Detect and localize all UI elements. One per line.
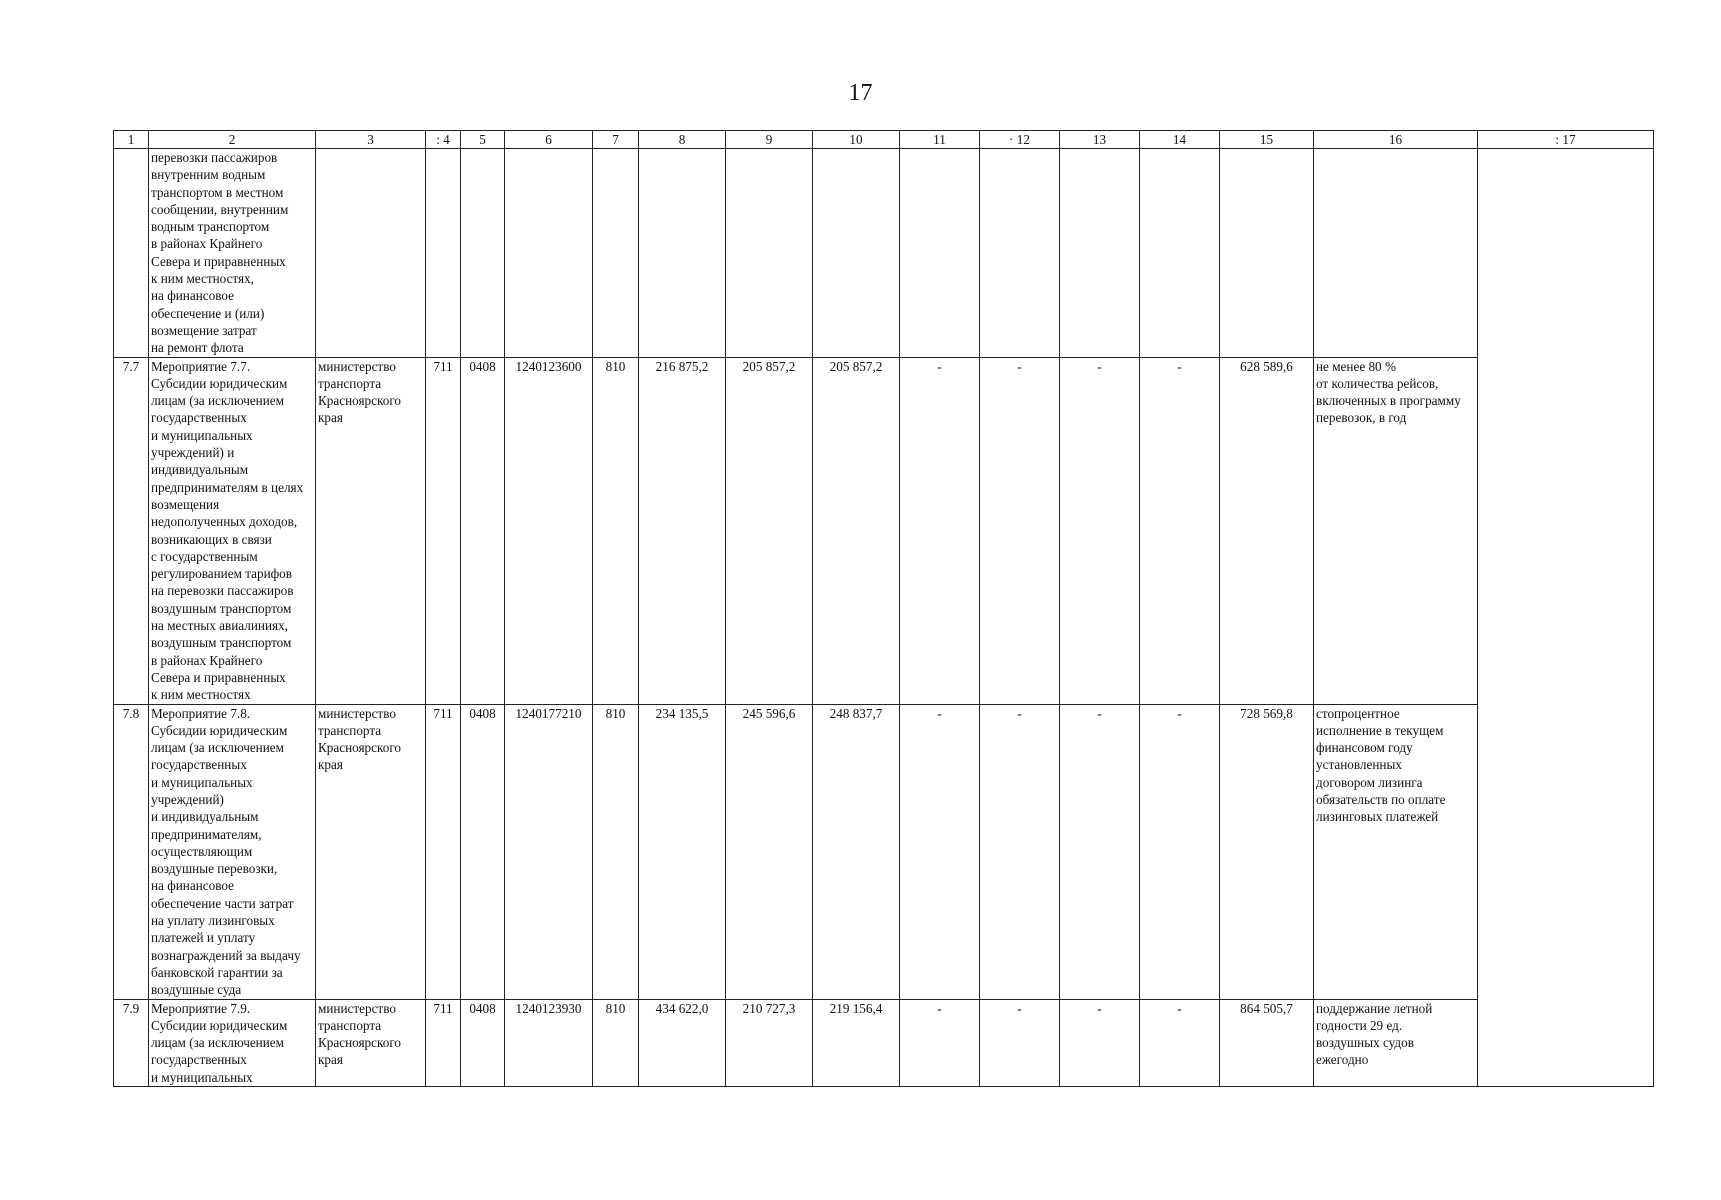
row-number: 7.7: [114, 357, 149, 704]
amount-col-11: -: [900, 704, 980, 999]
header-cell: : 4: [426, 131, 461, 149]
amount-year-3: [813, 149, 900, 358]
responsible-executor: министерство транспорта Красноярского края: [316, 704, 426, 999]
header-cell: 10: [813, 131, 900, 149]
amount-total: [1220, 149, 1314, 358]
table-row: [114, 357, 1654, 704]
responsible-executor: министерство транспорта Красноярского края: [316, 999, 426, 1086]
amount-col-12: -: [980, 704, 1060, 999]
amount-col-13: [1060, 149, 1140, 358]
amount-year-1: 216 875,2: [639, 357, 726, 704]
expected-result: поддержание летной годности 29 ед. воздушных судов ежегодно: [1314, 999, 1478, 1086]
amount-col-13: -: [1060, 704, 1140, 999]
amount-col-12: -: [980, 357, 1060, 704]
section-code: [461, 149, 505, 358]
expense-type-code: 810: [593, 999, 639, 1086]
row-number: [114, 149, 149, 358]
target-article-code: [505, 149, 593, 358]
program-measures-table: [113, 130, 1654, 1087]
grbs-code: 711: [426, 357, 461, 704]
amount-col-11: [900, 149, 980, 358]
header-cell: 8: [639, 131, 726, 149]
measure-description: Мероприятие 7.9. Субсидии юридическим лицам (за исключением государственных и муниципальных: [149, 999, 316, 1086]
amount-year-3: 219 156,4: [813, 999, 900, 1086]
header-cell: 14: [1140, 131, 1220, 149]
amount-year-2: 205 857,2: [726, 357, 813, 704]
expense-type-code: 810: [593, 357, 639, 704]
amount-col-14: [1140, 149, 1220, 358]
amount-total: 728 569,8: [1220, 704, 1314, 999]
header-cell: 15: [1220, 131, 1314, 149]
expected-result: стопроцентное исполнение в текущем финансовом году установленных договором лизинга обязательств по оплате лизинговых платежей: [1314, 704, 1478, 999]
header-cell: 9: [726, 131, 813, 149]
column-number-row: [114, 131, 1654, 149]
responsible-executor: министерство транспорта Красноярского края: [316, 357, 426, 704]
target-article-code: 1240123600: [505, 357, 593, 704]
header-cell: 5: [461, 131, 505, 149]
header-cell: 13: [1060, 131, 1140, 149]
table-row: [114, 704, 1654, 999]
amount-year-3: 205 857,2: [813, 357, 900, 704]
amount-col-14: -: [1140, 999, 1220, 1086]
grbs-code: [426, 149, 461, 358]
row-number: 7.9: [114, 999, 149, 1086]
amount-col-14: -: [1140, 357, 1220, 704]
header-cell: 7: [593, 131, 639, 149]
amount-year-1: 234 135,5: [639, 704, 726, 999]
expected-result: [1314, 149, 1478, 358]
amount-col-11: -: [900, 999, 980, 1086]
amount-col-13: -: [1060, 999, 1140, 1086]
amount-year-2: [726, 149, 813, 358]
expense-type-code: [593, 149, 639, 358]
header-cell: 2: [149, 131, 316, 149]
amount-col-11: -: [900, 357, 980, 704]
header-cell: 16: [1314, 131, 1478, 149]
table-row: [114, 999, 1654, 1086]
amount-col-12: -: [980, 999, 1060, 1086]
header-cell: 3: [316, 131, 426, 149]
target-article-code: 1240123930: [505, 999, 593, 1086]
table-row: [114, 149, 1654, 358]
amount-year-1: 434 622,0: [639, 999, 726, 1086]
header-cell: : 17: [1478, 131, 1654, 149]
header-cell: 1: [114, 131, 149, 149]
measure-description: Мероприятие 7.7. Субсидии юридическим лицам (за исключением государственных и муниципальных учреждений) и индивидуальным предпринимателям в целях возмещения недополученных доходов, возникающих в связи с государственным регулированием тарифов на перевозки пассажиров воздушным транспортом на местных авиалиниях, воздушным транспортом в районах Крайнего Севера и приравненных к ним местностях: [149, 357, 316, 704]
amount-year-3: 248 837,7: [813, 704, 900, 999]
header-cell: 11: [900, 131, 980, 149]
expected-result: не менее 80 % от количества рейсов, включенных в программу перевозок, в год: [1314, 357, 1478, 704]
expense-type-code: 810: [593, 704, 639, 999]
header-cell: · 12: [980, 131, 1060, 149]
measure-description: Мероприятие 7.8. Субсидии юридическим лицам (за исключением государственных и муниципальных учреждений) и индивидуальным предпринимателям, осуществляющим воздушные перевозки, на финансовое обеспечение части затрат на уплату лизинговых платежей и уплату вознаграждений за выдачу банковской гарантии за воздушные суда: [149, 704, 316, 999]
section-code: 0408: [461, 999, 505, 1086]
section-code: 0408: [461, 704, 505, 999]
amount-total: 628 589,6: [1220, 357, 1314, 704]
page-number: 17: [848, 80, 873, 106]
header-cell: 6: [505, 131, 593, 149]
row-number: 7.8: [114, 704, 149, 999]
amount-col-12: [980, 149, 1060, 358]
column-17-cell: [1478, 149, 1654, 1087]
amount-year-1: [639, 149, 726, 358]
amount-col-13: -: [1060, 357, 1140, 704]
amount-year-2: 210 727,3: [726, 999, 813, 1086]
grbs-code: 711: [426, 999, 461, 1086]
grbs-code: 711: [426, 704, 461, 999]
target-article-code: 1240177210: [505, 704, 593, 999]
section-code: 0408: [461, 357, 505, 704]
measure-description: перевозки пассажиров внутренним водным транспортом в местном сообщении, внутренним водным транспортом в районах Крайнего Севера и приравненных к ним местностях, на финансовое обеспечение и (или) возмещение затрат на ремонт флота: [149, 149, 316, 358]
amount-year-2: 245 596,6: [726, 704, 813, 999]
amount-col-14: -: [1140, 704, 1220, 999]
amount-total: 864 505,7: [1220, 999, 1314, 1086]
responsible-executor: [316, 149, 426, 358]
